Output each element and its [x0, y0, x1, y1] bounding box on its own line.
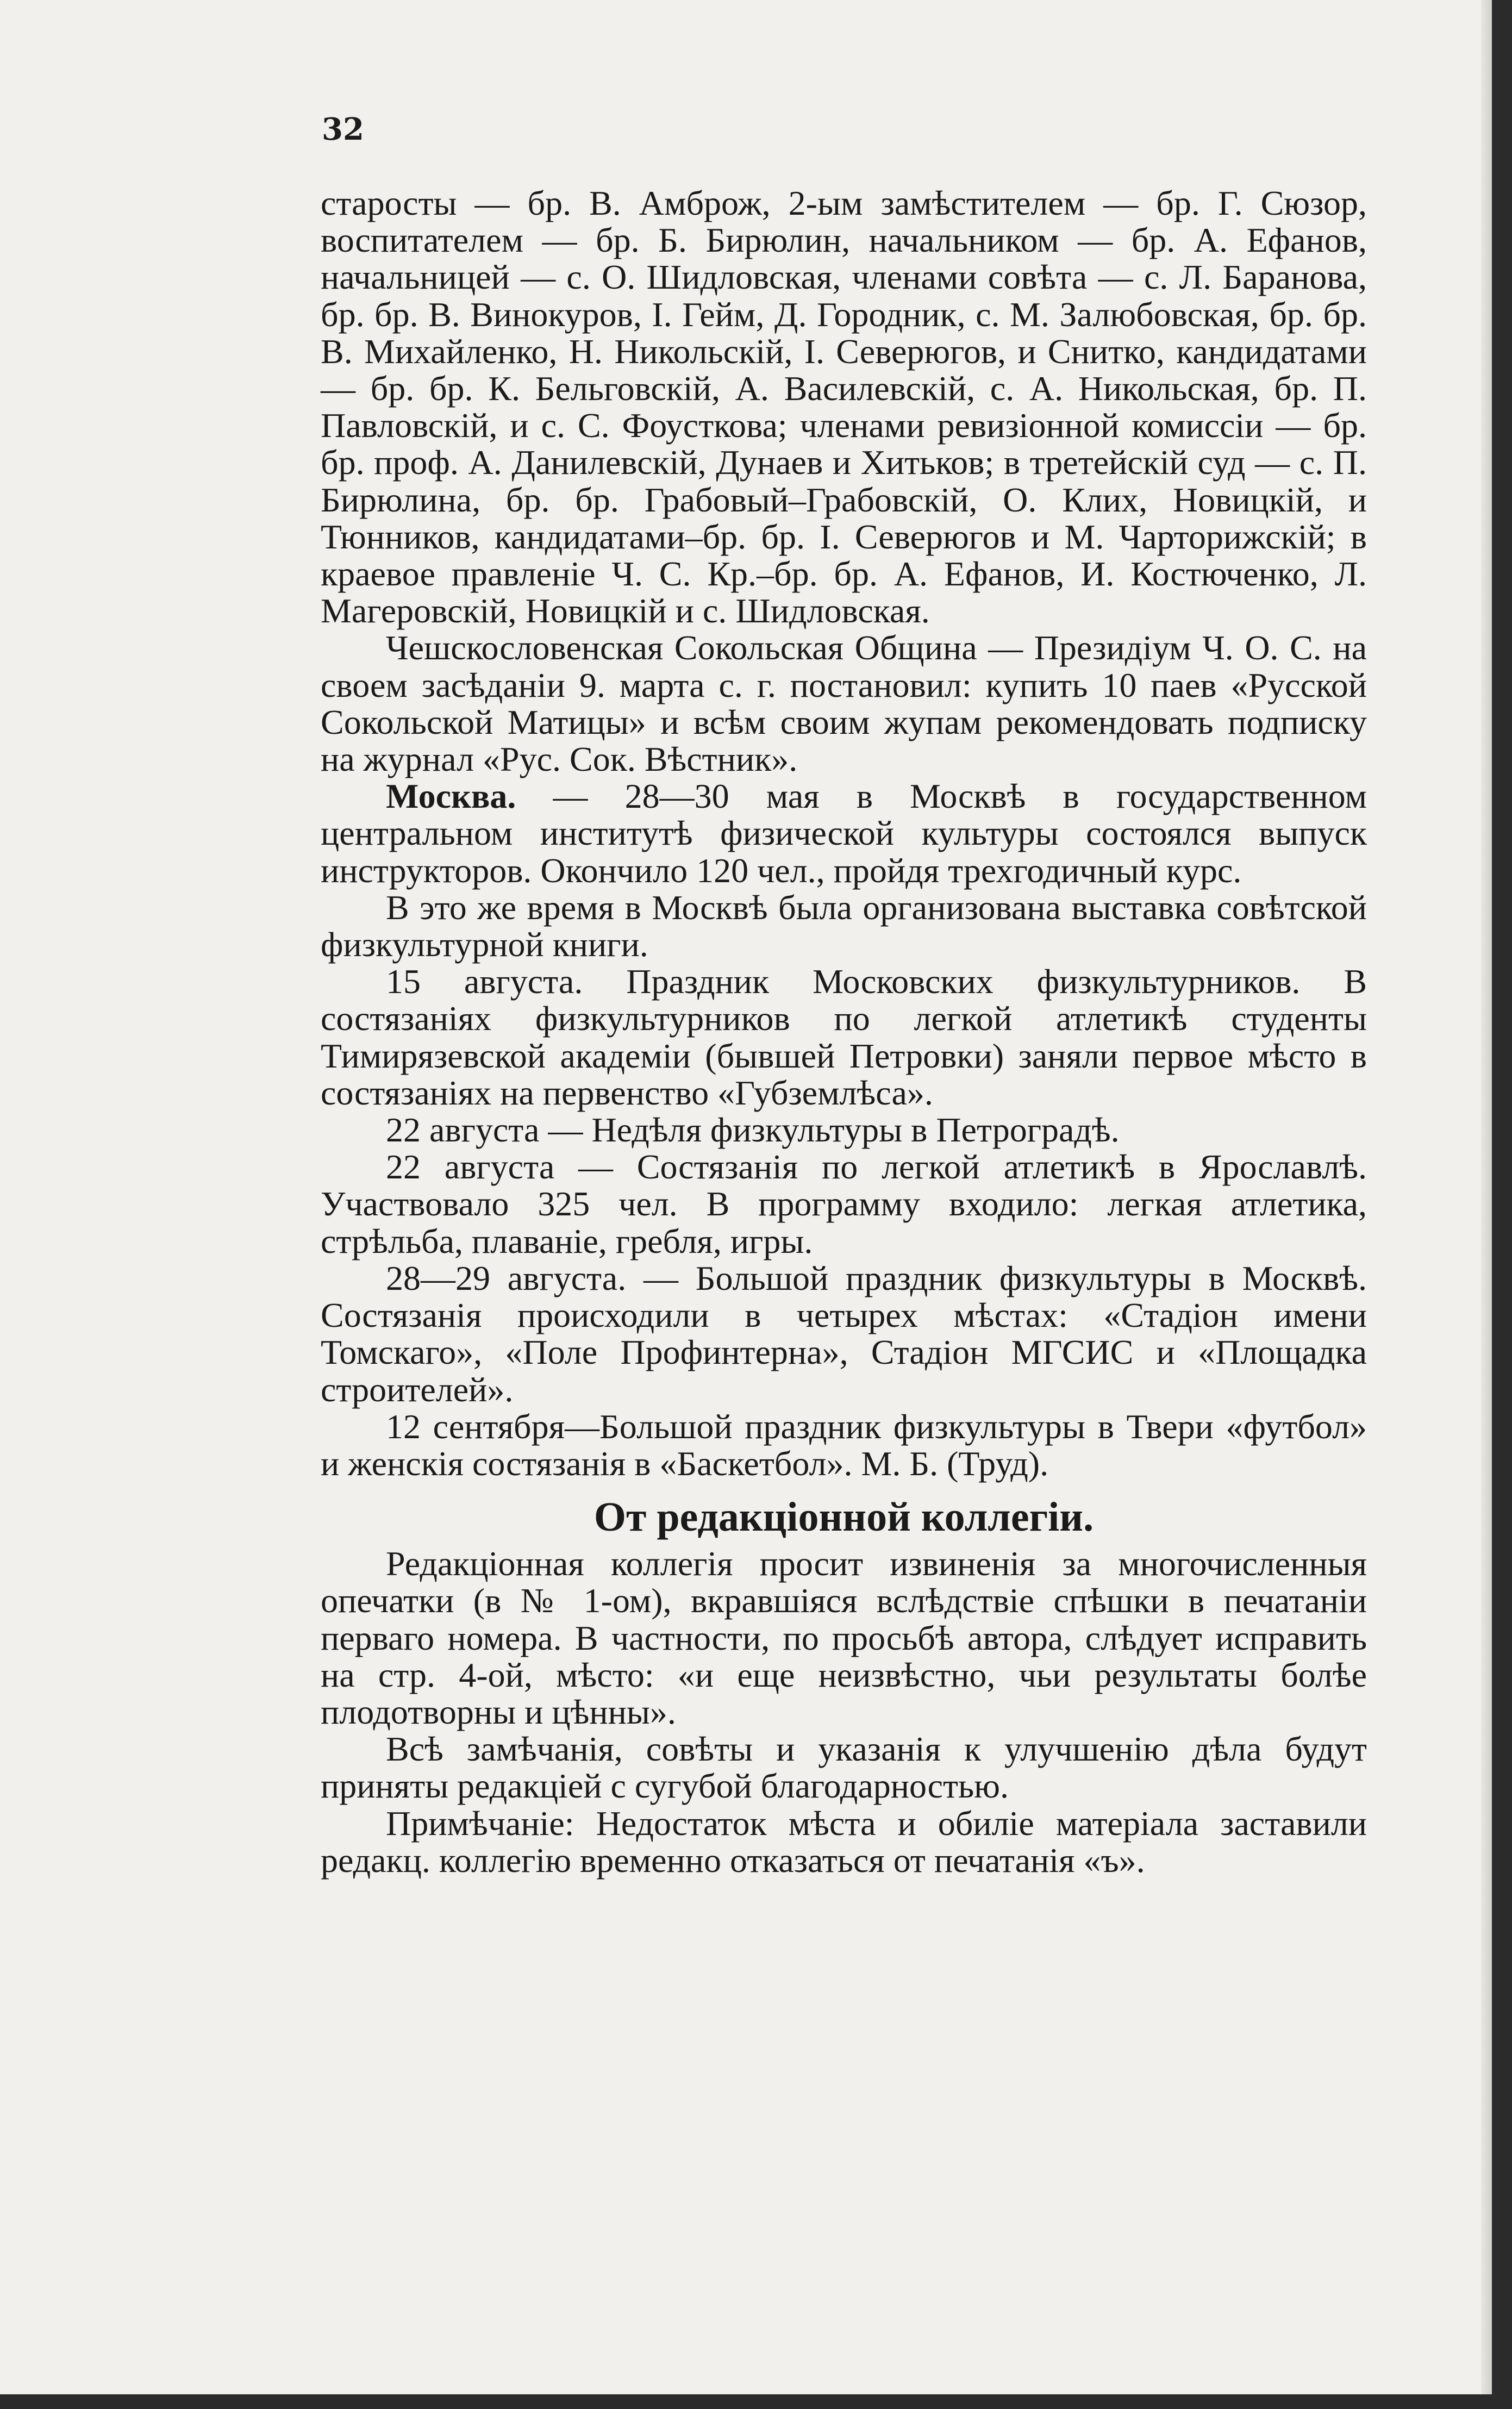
section-title-editorial: От редакціонной коллегіи. — [593, 1494, 1094, 1540]
article-body — [321, 185, 1367, 1879]
paragraph-aug-15: 15 августа. Праздник Московских физкультурников. В состязаніях физкультурников по легкой атлетикѣ студенты Тимирязевской академіи (бывшей Петровки) заняли первое мѣсто в состязаніях на первенство «Губземлѣса». — [321, 962, 1367, 1112]
page-edge-shadow — [1481, 0, 1492, 2394]
paragraph-exhibition: В это же время в Москвѣ была организована выставка совѣтской физкультурной книги. — [321, 888, 1367, 964]
city-heading-moscow: Москва. — [386, 777, 516, 816]
page-number: 32 — [322, 111, 364, 147]
paragraph-aug-22-petrograd: 22 августа — Недѣля физкультуры в Петроградѣ. — [386, 1110, 1120, 1150]
paragraph-remarks: Всѣ замѣчанія, совѣты и указанія к улучшенію дѣла будут приняты редакціей с сугубой благодарностью. — [321, 1730, 1367, 1806]
paragraph-moscow — [321, 778, 1367, 889]
paragraph-aug-22-yaroslavl: 22 августа — Состязанія по легкой атлетикѣ в Ярославлѣ. Участвовало 325 чел. В программу входило: легкая атлетика, стрѣльба, плаваніе, гребля, игры. — [321, 1147, 1367, 1260]
paragraph-czech-sokol: Чешскословенская Сокольская Община — Президіум Ч. О. С. на своем засѣданіи 9. марта с. г. постановил: купить 10 паев «Русской Сокольской Матицы» и всѣм своим жупам рекомендовать подписку на журнал «Рус. Сок. Вѣстник». — [321, 628, 1367, 779]
paragraph-sep-12: 12 сентября—Большой праздник физкультуры в Твери «футбол» и женскія состязанія в «Баскетбол». М. Б. (Труд). — [321, 1407, 1367, 1483]
paragraph-officers: старосты — бр. В. Амброж, 2-ым замѣстителем — бр. Г. Сюзор, воспитателем — бр. Б. Бирюлин, начальником — бр. А. Ефанов, начальницей — с. О. Шидловская, членами совѣта — с. Л. Баранова, бр. бр. В. Винокуров, I. Гейм, Д. Городник, с. М. Залюбовская, бр. бр. В. Михайленко, Н. Никольскій, I. Северюгов, и Снитко, кандидатами — бр. бр. К. Бельговскій, А. Василевскій, с. А. Никольская, бр. П. Павловскій, и с. С. Фоусткова; членами ревизіонной комиссіи — бр. бр. проф. А. Данилевскій, Дунаев и Хитьков; в третейскій суд — с. П. Бирюлина, бр. бр. Грабовый–Грабовскій, О. Клих, Новицкій, и Тюнников, кандидатами–бр. бр. I. Северюгов и М. Чарторижскій; в краевое правленіе Ч. С. Кр.–бр. бр. А. Ефанов, И. Костюченко, Л. Магеровскій, Новицкій и с. Шидловская. — [321, 184, 1367, 631]
paragraph-aug-28-29: 28—29 августа. — Большой праздник физкультуры в Москвѣ. Состязанія происходили в четырех мѣстах: «Стадіон имени Томскаго», «Поле Профинтерна», Стадіон МГСИС и «Площадка строителей». — [321, 1258, 1367, 1409]
paragraph-moscow-text: — 28—30 мая в Москвѣ в государственном центральном институтѣ физической культуры состоялся выпуск инструкторов. Окончило 120 чел., пройдя трехгодичный курс. — [321, 777, 1367, 890]
paragraph-apology: Редакціонная коллегія просит извиненія за многочисленныя опечатки (в № 1-ом), вкравшіяся вслѣдствіе спѣшки в печатаніи перваго номера. В частности, по просьбѣ автора, слѣдует исправить на стр. 4-ой, мѣсто: «и еще неизвѣстно, чьи результаты болѣе плодотворны и цѣнны». — [321, 1544, 1367, 1731]
paragraph-note: Примѣчаніе: Недостаток мѣста и обиліе матеріала заставили редакц. коллегію временно отказаться от печатанія «ъ». — [321, 1803, 1367, 1880]
